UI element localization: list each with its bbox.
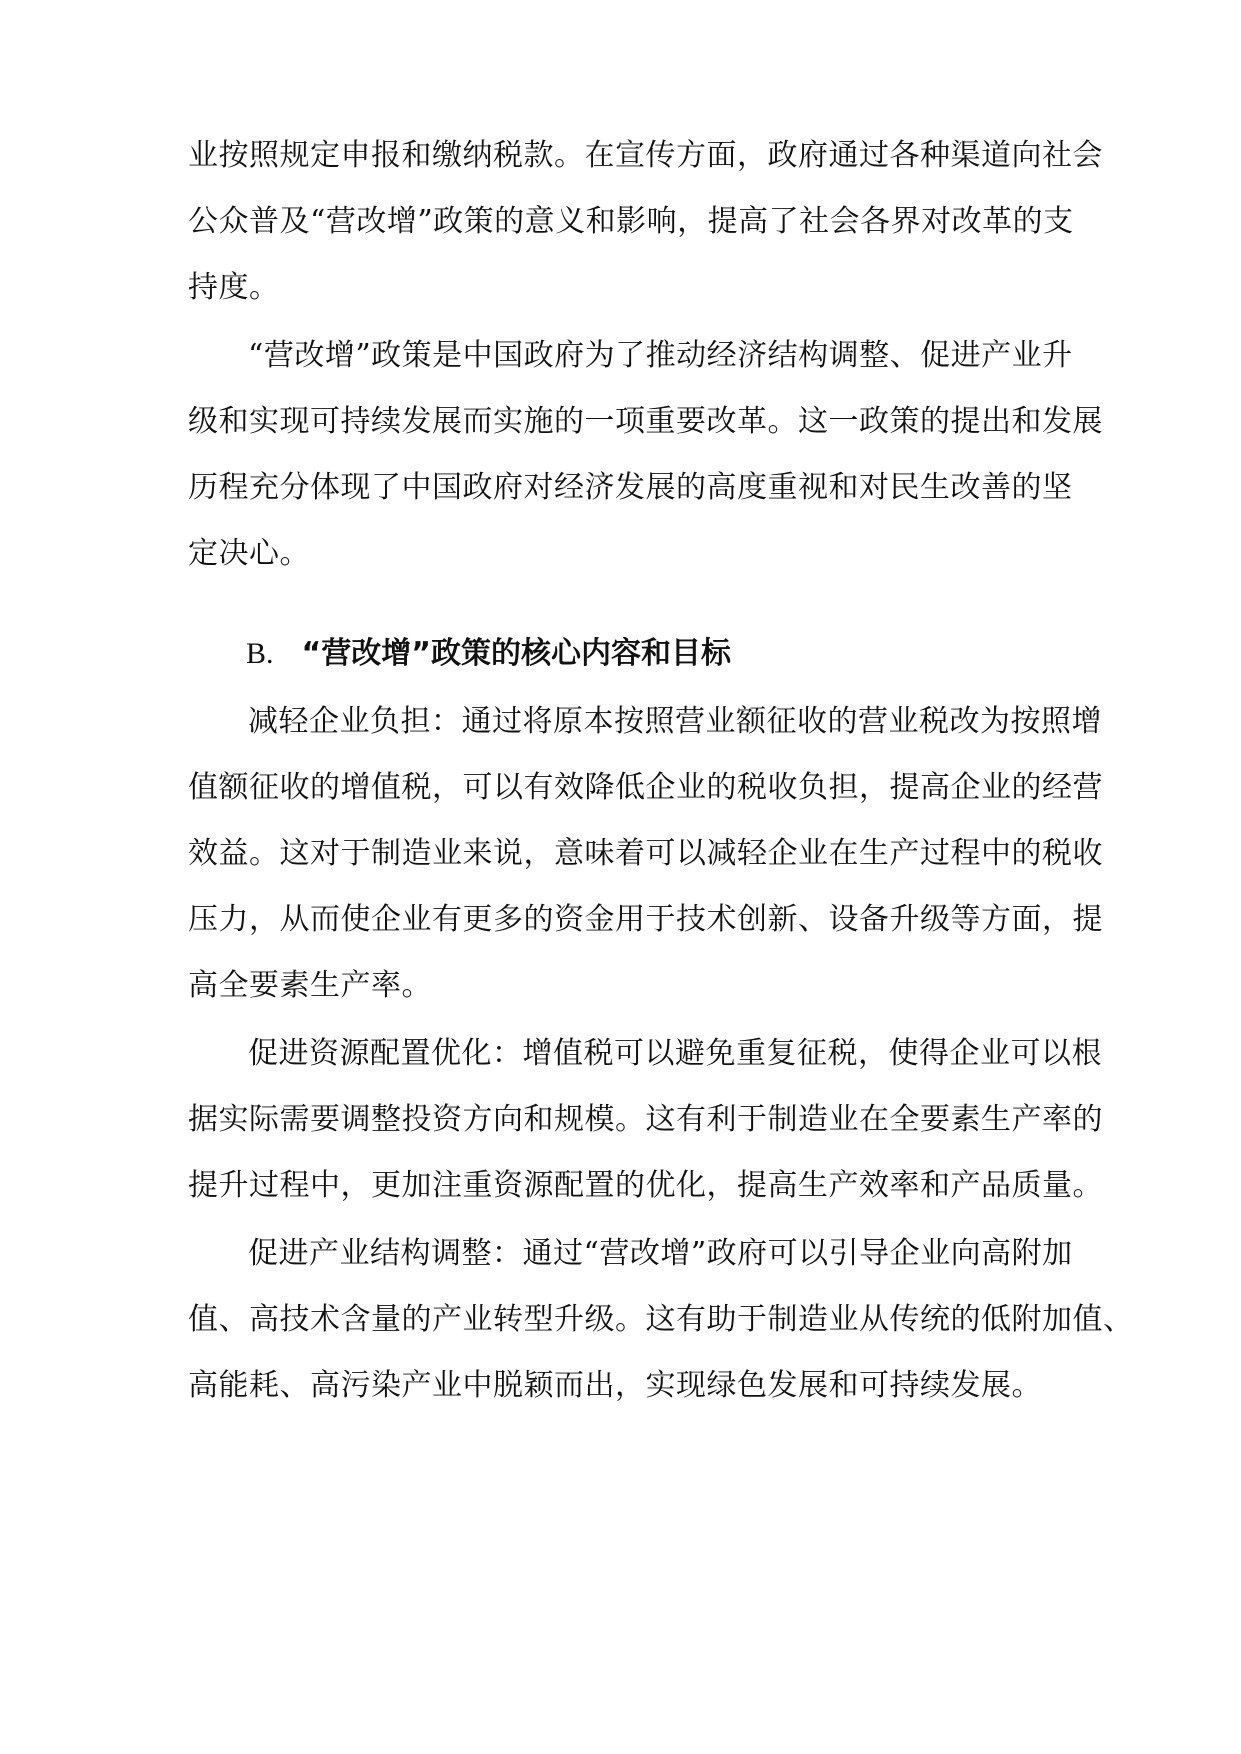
paragraph-line: 高全要素生产率。 xyxy=(188,968,432,1003)
section-number: B. xyxy=(246,637,274,670)
paragraph-line: 据实际需要调整投资方向和规模。这有利于制造业在全要素生产率的 xyxy=(188,1102,1103,1137)
paragraph-line: 促进产业结构调整：通过“营改增”政府可以引导企业向高附加 xyxy=(248,1236,1073,1271)
paragraph-line: 值、高技术含量的产业转型升级。这有助于制造业从传统的低附加值、 xyxy=(188,1302,1134,1337)
paragraph-line: 效益。这对于制造业来说，意味着可以减轻企业在生产过程中的税收 xyxy=(188,836,1103,871)
paragraph-line: 公众普及“营改增”政策的意义和影响，提高了社会各界对改革的支 xyxy=(188,204,1074,239)
paragraph-line: 值额征收的增值税，可以有效降低企业的税收负担，提高企业的经营 xyxy=(188,770,1103,805)
paragraph-line: 减轻企业负担：通过将原本按照营业额征收的营业税改为按照增 xyxy=(248,704,1102,739)
paragraph-line: 业按照规定申报和缴纳税款。在宣传方面，政府通过各种渠道向社会 xyxy=(188,138,1103,173)
paragraph-line: “营改增”政策是中国政府为了推动经济结构调整、促进产业升 xyxy=(248,338,1073,373)
paragraph-line: 提升过程中，更加注重资源配置的优化，提高生产效率和产品质量。 xyxy=(188,1168,1103,1203)
paragraph-line: 级和实现可持续发展而实施的一项重要改革。这一政策的提出和发展 xyxy=(188,404,1103,439)
section-title: “营改增”政策的核心内容和目标 xyxy=(301,636,731,671)
paragraph-line: 历程充分体现了中国政府对经济发展的高度重视和对民生改善的坚 xyxy=(188,470,1073,505)
section-heading xyxy=(246,634,731,674)
paragraph-line: 定决心。 xyxy=(188,536,310,571)
paragraph-line: 压力，从而使企业有更多的资金用于技术创新、设备升级等方面，提 xyxy=(188,902,1103,937)
paragraph-line: 持度。 xyxy=(188,270,280,305)
paragraph-line: 促进资源配置优化：增值税可以避免重复征税，使得企业可以根 xyxy=(248,1036,1102,1071)
paragraph-line: 高能耗、高污染产业中脱颖而出，实现绿色发展和可持续发展。 xyxy=(188,1368,1042,1403)
